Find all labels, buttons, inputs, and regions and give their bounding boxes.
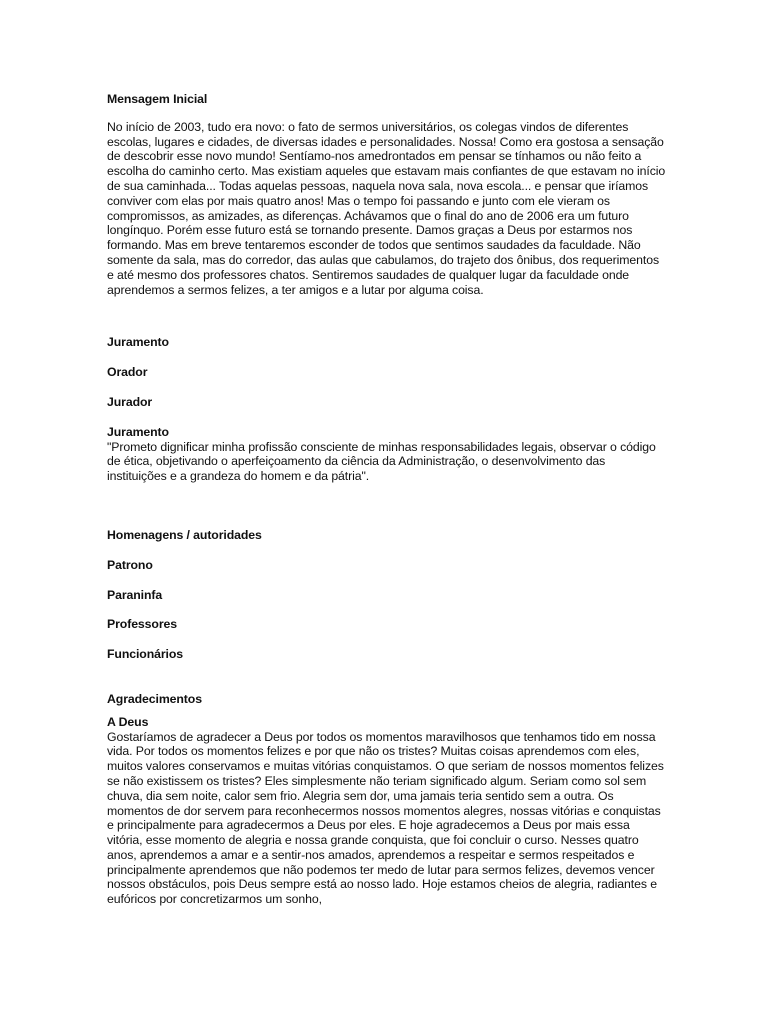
paragraph-juramento: "Prometo dignificar minha profissão consciente de minhas responsabilidades legais, observar o código de ética, objetivando o aperfeiçoamento da ciência da Administração, o desenvolvimento das instituições e a grandeza do homem e da pátria". (107, 439, 656, 484)
heading-professores: Professores (107, 617, 177, 632)
heading-jurador: Jurador (107, 394, 153, 409)
heading-patrono: Patrono (107, 557, 153, 572)
heading-a-deus: A Deus (107, 714, 149, 729)
paragraph-a-deus: Gostaríamos de agradecer a Deus por todos os momentos maravilhosos que tenhamos tido em nossa vida. Por todos os momentos felizes e por que não os tristes? Muitas coisas aprendemos com eles, muitos valores conservamos e muitas vitórias conquistamos. O que seriam de nossos momentos felizes se não existissem os tristes? Eles simplesmente não teriam significado algum. Seriam como sol sem chuva, dia sem noite, calor sem frio. Alegria sem dor, uma jamais teria sentido sem a outra. Os momentos de dor servem para reconhecermos nossos momentos alegres, nossas vitórias e conquistas e principalmente para agradecermos a Deus por eles. E hoje agradecemos a Deus por mais essa vitória, esse momento de alegria e nossa grande conquista, que foi concluir o curso. Nesses quatro anos, aprendemos a amar e a sentir-nos amados, aprendemos a respeitar e sermos respeitados e principalmente aprendemos que não podemos ter medo de lutar para sermos felizes, devemos vencer nossos obstáculos, pois Deus sempre está ao nosso lado. Hoje estamos cheios de alegria, radiantes e eufóricos por concretizarmos um sonho, (107, 729, 664, 907)
heading-mensagem-inicial: Mensagem Inicial (107, 92, 208, 106)
heading-funcionarios: Funcionários (107, 647, 184, 662)
paragraph-mensagem-inicial: No início de 2003, tudo era novo: o fato de sermos universitários, os colegas vindos de diferentes escolas, lugares e cidades, de diversas idades e personalidades. Nossa! Como era gostosa a sensação de descobrir esse novo mundo! Sentíamo-nos amedrontados em pensar se tínhamos ou não feito a escolha do caminho certo. Mas existiam aqueles que estavam mais confiantes de que estavam no início de sua caminhada... Todas aquelas pessoas, naquela nova sala, nova escola... e pensar que iríamos conviver com elas por mais quatro anos! Mas o tempo foi passando e junto com ele vieram os compromissos, as amizades, as diferenças. Achávamos que o final do ano de 2006 era um futuro longínquo. Porém esse futuro está se tornando presente. Damos graças a Deus por estarmos nos formando. Mas em breve tentaremos esconder de todos que sentimos saudades da faculdade. Não somente da sala, mas do corredor, das aulas que cabulamos, do trajeto dos ônibus, dos requerimentos e até mesmo dos professores chatos. Sentiremos saudades de qualquer lugar da faculdade onde aprendemos a sermos felizes, a ter amigos e a lutar por alguma coisa. (107, 119, 666, 297)
heading-orador: Orador (107, 365, 148, 380)
heading-juramento: Juramento (107, 424, 169, 439)
heading-agradecimentos: Agradecimentos (107, 691, 202, 706)
heading-paraninfa: Paraninfa (107, 587, 163, 602)
document-page (107, 92, 667, 907)
heading-juramento-section: Juramento (107, 335, 169, 350)
heading-homenagens: Homenagens / autoridades (107, 527, 262, 542)
